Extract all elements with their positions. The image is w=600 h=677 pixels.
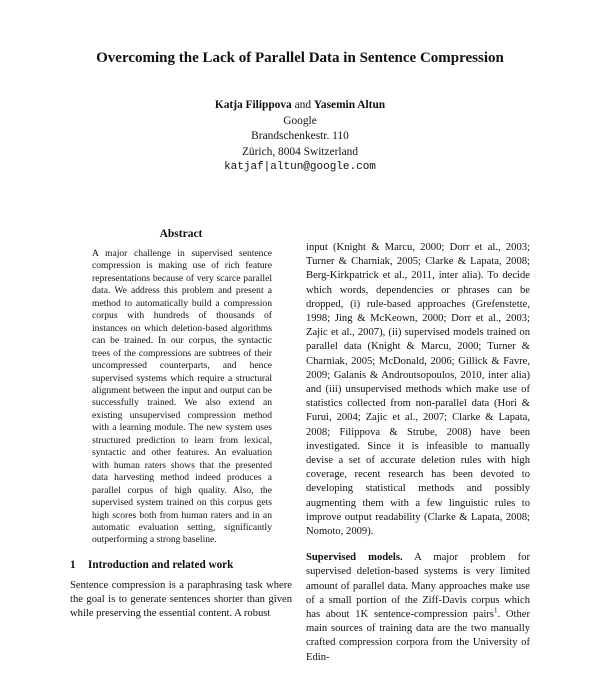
affiliation: Google xyxy=(283,114,317,127)
related-work-paragraph: input (Knight & Marcu, 2000; Dorr et al., 2003; Turner & Charniak, 2005; Clarke & Lapata, 2008; Berg-Kirkpatrick et al., 2011, inter alia). To decide which words, dependencies or phrases can be dropped, (i) rule-based approaches (Grefenstette, 1998; Jing & McKeown, 2000; Dorr et al., 2003; Zajic et al., 2007), (ii) supervised models trained on parallel data (Knight & Marcu, 2000; Turner & Charniak, 2005; McDonald, 2006; Gillick & Favre, 2009; Galanis & Androutsopoulos, 2010, inter alia) and (iii) unsupervised methods which make use of statistics collected from non-parallel data (Hori & Furui, 2004; Zajic et al., 2007; Clarke & Lapata, 2008; Filippova & Strube, 2008) have been investigated. Since it is infeasible to manually devise a set of accurate deletion rules with high coverage, recent research has been devoted to developing statistical methods and possibly augmenting them with a few linguistic rules to improve output readability (Clarke & Lapata, 2008; Nomoto, 2009). xyxy=(306,242,530,538)
paper-title: Overcoming the Lack of Parallel Data in Sentence Compression xyxy=(96,50,504,66)
author-names xyxy=(100,98,500,114)
run-in-heading: Supervised models. xyxy=(306,552,403,564)
author-1: Katja Filippova xyxy=(214,99,292,111)
abstract-heading: Abstract xyxy=(159,228,203,240)
intro-paragraph: Sentence compression is a paraphrasing task where the goal is to generate sentences shorter than given while preserving the essential content. A robust xyxy=(70,579,292,620)
paragraph-text-a: A major problem for supervised deletion-based systems is very limited amount of parallel data. Many approaches make use of a small portion of the Ziff-Davis corpus which has about 1K sentence-compression pairs xyxy=(306,552,530,621)
section-title: Introduction and related work xyxy=(88,558,234,571)
supervised-models-paragraph xyxy=(306,551,530,665)
address-street: Brandschenkestr. 110 xyxy=(251,130,349,142)
section-number: 1 xyxy=(70,558,76,571)
author-2: Yasemin Altun xyxy=(313,99,386,111)
abstract-text: A major challenge in supervised sentence compression is making use of rich feature representations because of very scarce parallel data. We address this problem and present a method to automatically build a compression corpus with hundreds of thousands of instances on which deletion-based algorithms can be trained. In our corpus, the syntactic trees of the compressions are subtrees of their uncompressed counterparts, and hence supervised systems which require a structural alignment between the input and output can be successfully trained. We also extend an existing unsupervised compression method with a learning module. The new system uses structured prediction to learn from lexical, syntactic and other features. An evaluation with human raters shows that the presented data harvesting method indeed produces a parallel corpus of high quality. Also, the supervised system trained on this corpus gets high scores both from human raters and in an automatic evaluation setting, significantly outperforming a strong baseline. xyxy=(92,248,272,546)
footnote-marker[interactable]: 1 xyxy=(493,606,498,615)
left-column xyxy=(70,228,292,621)
author-email: katjaf|altun@google.com xyxy=(224,161,376,173)
author-conjunction: and xyxy=(294,99,312,111)
address-city: Zürich, 8004 Switzerland xyxy=(241,145,359,158)
author-block xyxy=(100,98,500,176)
right-column xyxy=(306,241,530,677)
section-heading xyxy=(70,559,292,571)
paragraph-text-b: . Other main sources of training data are the two manually crafted compression corpora from the University of Edin- xyxy=(306,609,531,663)
